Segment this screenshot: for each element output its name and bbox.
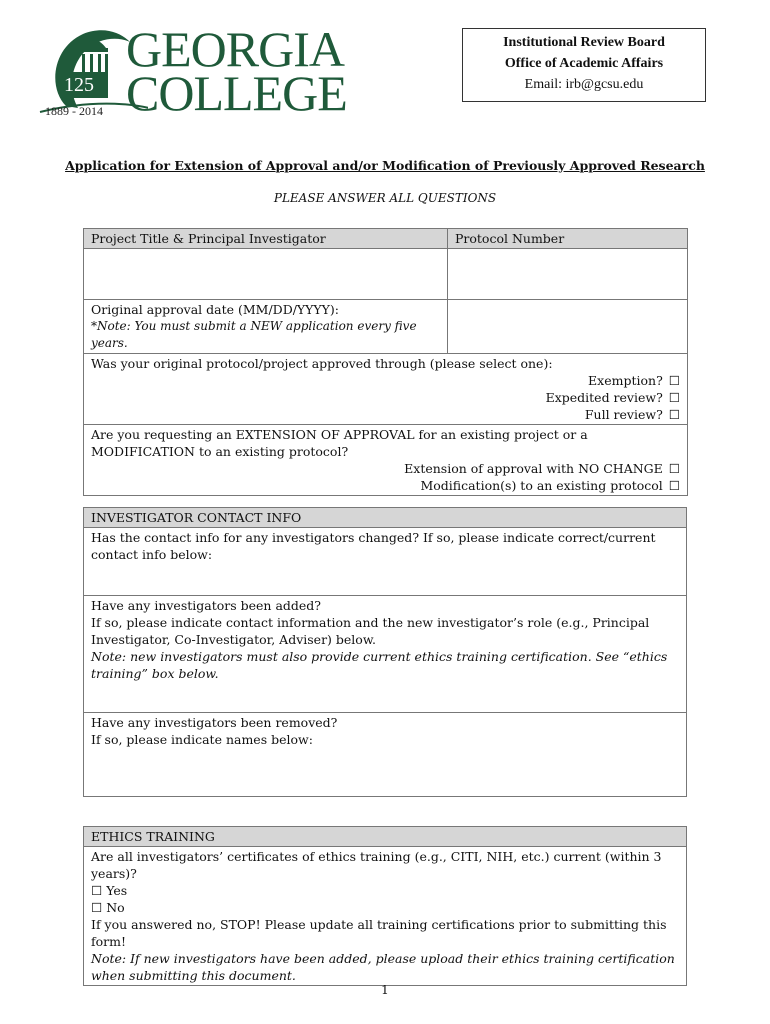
- page-subtitle: PLEASE ANSWER ALL QUESTIONS: [273, 191, 497, 205]
- approval-date-value-field[interactable]: [448, 300, 688, 354]
- investigators-added-note: Note: new investigators must also provide current ethics training certification. See “ethics training” box below.: [91, 649, 668, 681]
- stop-warning: If you answered no, STOP! Please update all training certifications prior to submitting this form!: [91, 917, 667, 949]
- page-title: Application for Extension of Approval and/or Modification of Previously Approved Research: [65, 158, 705, 173]
- option-extension-label: Extension of approval with NO CHANGE: [404, 461, 663, 476]
- investigators-added-cell[interactable]: [84, 596, 687, 713]
- option-modification[interactable]: [91, 477, 680, 494]
- contact-changed-cell[interactable]: [84, 528, 687, 596]
- yes-checkbox[interactable]: ☐: [91, 883, 103, 898]
- office-title: Office of Academic Affairs: [504, 56, 664, 71]
- no-checkbox[interactable]: ☐: [91, 900, 103, 915]
- extension-question: Are you requesting an EXTENSION OF APPROVAL for an existing project or a MODIFICATION to an existing protocol?: [91, 427, 588, 459]
- contact-changed-question: Has the contact info for any investigators changed? If so, please indicate correct/current contact info below:: [91, 530, 656, 562]
- option-yes-label: Yes: [106, 883, 128, 898]
- investigators-removed-question: Have any investigators been removed?: [91, 715, 338, 730]
- option-full-review-label: Full review?: [584, 407, 663, 422]
- expedited-checkbox[interactable]: ☐: [668, 390, 680, 405]
- option-modification-label: Modification(s) to an existing protocol: [420, 478, 663, 493]
- protocol-number-header: Protocol Number: [448, 229, 688, 249]
- protocol-number-field[interactable]: [448, 249, 688, 300]
- anniversary-number: 125: [64, 74, 94, 96]
- option-exemption-label: Exemption?: [588, 373, 663, 388]
- georgia-college-logo: [38, 18, 347, 128]
- approved-through-question: Was your original protocol/project approved through (please select one):: [91, 356, 553, 371]
- extension-cell: [84, 425, 688, 496]
- irb-email: Email: irb@gcsu.edu: [524, 77, 644, 92]
- ethics-training-note: Note: If new investigators have been added, please upload their ethics training certification when submitting this document.: [91, 951, 675, 983]
- exemption-checkbox[interactable]: ☐: [668, 373, 680, 388]
- ethics-training-header: ETHICS TRAINING: [84, 827, 687, 847]
- extension-checkbox[interactable]: ☐: [668, 461, 680, 476]
- investigator-contact-header: INVESTIGATOR CONTACT INFO: [84, 508, 687, 528]
- ethics-training-table: [83, 826, 687, 986]
- option-exemption[interactable]: [91, 372, 680, 389]
- option-no[interactable]: [91, 899, 679, 916]
- approval-date-label: Original approval date (MM/DD/YYYY):: [91, 302, 340, 317]
- project-title-field[interactable]: [84, 249, 448, 300]
- option-yes[interactable]: [91, 882, 679, 899]
- approval-date-cell[interactable]: [84, 300, 448, 354]
- irb-title: Institutional Review Board: [503, 35, 665, 50]
- option-extension[interactable]: [91, 460, 680, 477]
- ethics-training-cell: [84, 847, 687, 986]
- full-review-checkbox[interactable]: ☐: [668, 407, 680, 422]
- logo-years: 1889 - 2014: [45, 104, 103, 118]
- project-title-header: Project Title & Principal Investigator: [84, 229, 448, 249]
- logo-word-college: COLLEGE: [126, 65, 347, 121]
- project-info-table: [83, 228, 688, 496]
- option-expedited-label: Expedited review?: [545, 390, 663, 405]
- option-no-label: No: [106, 900, 125, 915]
- option-expedited[interactable]: [91, 389, 680, 406]
- investigators-removed-cell[interactable]: [84, 713, 687, 797]
- irb-contact-box: [462, 28, 706, 102]
- option-full-review[interactable]: [91, 406, 680, 423]
- investigators-added-question: Have any investigators been added?: [91, 598, 322, 613]
- investigator-contact-table: [83, 507, 687, 797]
- logo-word-georgia: GEORGIA: [126, 21, 344, 77]
- ethics-training-question: Are all investigators’ certificates of ethics training (e.g., CITI, NIH, etc.) current (within 3 years)?: [91, 849, 662, 881]
- investigators-removed-instructions: If so, please indicate names below:: [91, 732, 313, 747]
- investigators-added-instructions: If so, please indicate contact information and the new investigator’s role (e.g., Principal Investigator, Co-Investigator, Adviser) below.: [91, 615, 650, 647]
- approved-through-cell: [84, 354, 688, 425]
- page-number: 1: [381, 983, 389, 997]
- modification-checkbox[interactable]: ☐: [668, 478, 680, 493]
- approval-date-note: *Note: You must submit a NEW application every five years.: [91, 319, 417, 350]
